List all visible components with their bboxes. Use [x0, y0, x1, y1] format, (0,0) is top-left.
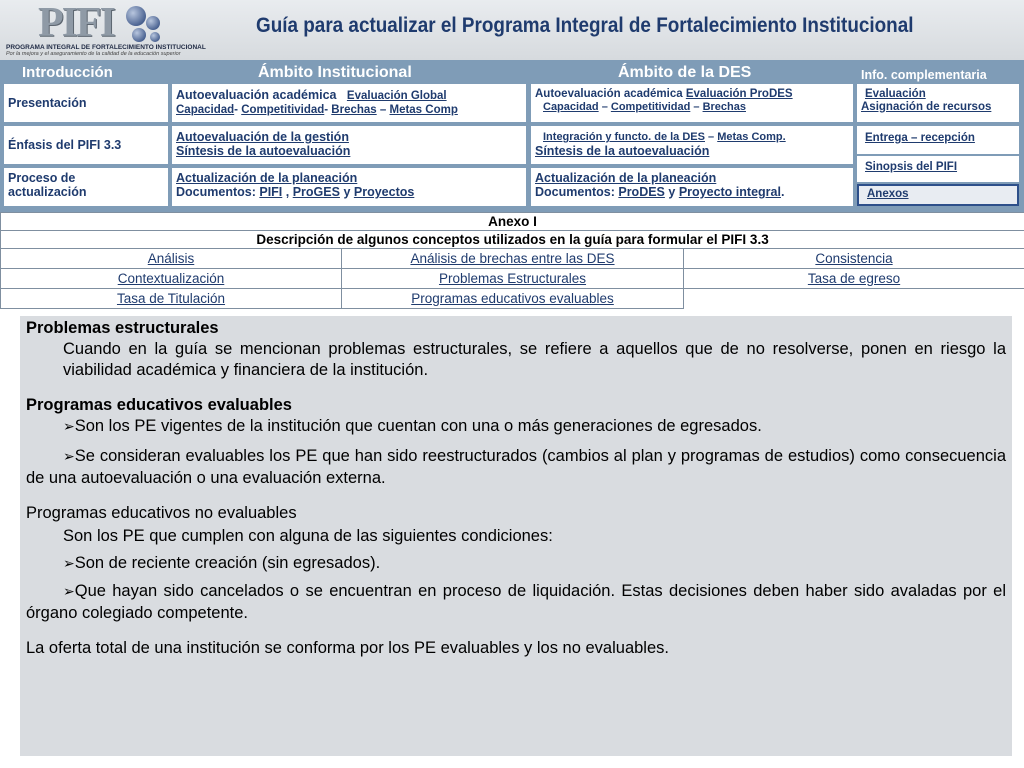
nav-label-documentos-des: Documentos: — [535, 185, 615, 199]
list-item — [26, 553, 1006, 575]
annex-subtitle-row — [1, 231, 1024, 249]
logo-dot — [132, 28, 146, 42]
table-row — [1, 269, 1024, 289]
nav-link-actualizacion-planeacion-des[interactable]: Actualización de la planeación — [535, 171, 717, 185]
nav-item-label: Presentación — [8, 96, 87, 110]
arrow-bullet-icon: ➢ — [63, 556, 75, 572]
nav-link-brechas[interactable]: Brechas — [331, 104, 377, 116]
nav-link-competitividad[interactable]: Competitividad — [241, 104, 325, 116]
nav-link-sintesis-des[interactable]: Síntesis de la autoevaluación — [535, 144, 710, 158]
nav-link-evaluacion-global[interactable]: Evaluación Global — [346, 90, 447, 102]
heading-programas-no-evaluables: Programas educativos no evaluables — [26, 504, 297, 522]
nav-header-introduccion[interactable]: Introducción — [22, 64, 113, 81]
list-item — [26, 581, 1006, 624]
nav-cell-inst-planeacion: Actualización de la planeación Documentos: PIFI , ProGES y Proyectos — [172, 168, 526, 206]
nav-item-anexos-active[interactable] — [857, 184, 1019, 206]
bullet-text: Son de reciente creación (sin egresados). — [74, 554, 381, 572]
nav-link-autoevaluacion-gestion[interactable]: Autoevaluación de la gestión — [176, 130, 349, 144]
nav-cell-des-autoevaluacion: Autoevaluación académica Evaluación ProDES Capacidad – Competitividad – Brechas — [531, 84, 853, 122]
nav-link-actualizacion-planeacion-inst[interactable]: Actualización de la planeación — [176, 171, 358, 185]
nav-link-competitividad-des[interactable]: Competitividad — [610, 101, 691, 113]
annex-link-contextualizacion[interactable]: Contextualización — [1, 269, 342, 289]
nav-link-capacidad[interactable]: Capacidad — [176, 104, 235, 116]
nav-item-label: actualización — [8, 185, 87, 199]
nav-link-prodes[interactable]: ProDES — [618, 185, 665, 199]
annex-link-analisis[interactable]: Análisis — [1, 249, 342, 269]
nav-link-anexos: Anexos — [867, 188, 909, 200]
annex-link-consistencia[interactable]: Consistencia — [684, 249, 1024, 269]
nav-cell-inst-autoevaluacion: Autoevaluación académica Evaluación Global Capacidad- Competitividad- Brechas – Metas Comp — [172, 84, 526, 122]
nav-link-evaluacion[interactable]: Evaluación — [865, 88, 926, 100]
annex-link-problemas-estructurales[interactable]: Problemas Estructurales — [342, 269, 684, 289]
logo-text: PIFI — [38, 0, 114, 46]
nav-link-capacidad-des[interactable]: Capacidad — [543, 101, 599, 113]
nav-link-proyectos[interactable]: Proyectos — [353, 185, 415, 199]
nav-link-metas-comp[interactable]: Metas Comp — [389, 104, 458, 116]
nav-link-autoevaluacion-academica[interactable]: Autoevaluación académica — [176, 88, 337, 102]
annex-title-row — [1, 213, 1024, 231]
logo-subtitle: PROGRAMA INTEGRAL DE FORTALECIMIENTO INSTITUCIONAL — [6, 44, 206, 51]
bullet-text: Que hayan sido cancelados o se encuentran en proceso de liquidación. Estas decisiones deben haber sido avaladas por el órgano colegiado competente. — [26, 582, 1006, 622]
nav-link-asignacion-recursos[interactable]: Asignación de recursos — [861, 101, 992, 113]
nav-item-proceso-actualizacion[interactable] — [4, 168, 168, 206]
nav-link-sintesis-inst[interactable]: Síntesis de la autoevaluación — [176, 144, 351, 158]
nav-header-ambito-institucional[interactable]: Ámbito Institucional — [258, 64, 412, 81]
arrow-bullet-icon: ➢ — [63, 584, 75, 600]
paragraph-condiciones: Son los PE que cumplen con alguna de las siguientes condiciones: — [63, 527, 553, 545]
nav-item-label: Proceso de — [8, 171, 76, 185]
annex-empty-cell — [684, 289, 1024, 309]
bullet-text: Son los PE vigentes de la institución que cuentan con una o más generaciones de egresados. — [74, 417, 762, 435]
heading-programas-evaluables: Programas educativos evaluables — [26, 396, 292, 414]
nav-link-brechas-des[interactable]: Brechas — [702, 101, 746, 113]
header-bar — [0, 0, 1024, 60]
logo-tagline: Por la mejora y el aseguramiento de la calidad de la educación superior — [6, 51, 181, 57]
arrow-bullet-icon: ➢ — [63, 419, 75, 435]
nav-header-ambito-des[interactable]: Ámbito de la DES — [618, 64, 752, 81]
table-row — [1, 249, 1024, 269]
nav-link-evaluacion-prodes[interactable]: Evaluación ProDES — [685, 88, 793, 100]
annex-link-tasa-titulacion[interactable]: Tasa de Titulación — [1, 289, 342, 309]
nav-link-sinopsis-pifi: Sinopsis del PIFI — [865, 161, 958, 173]
nav-cell-info-evaluacion — [857, 84, 1019, 122]
nav-link-entrega-recepcion: Entrega – recepción — [865, 132, 975, 144]
pifi-logo — [4, 0, 206, 58]
nav-item-enfasis[interactable] — [4, 126, 168, 164]
nav-cell-des-integracion: Integración y functo. de la DES – Metas Comp. Síntesis de la autoevaluación — [531, 126, 853, 164]
arrow-bullet-icon: ➢ — [63, 449, 75, 465]
paragraph-problemas-estructurales: Cuando en la guía se mencionan problemas estructurales, se refiere a aquellos que de no resolverse, ponen en riesgo la viabilidad académica y financiera de la institución. — [63, 340, 1006, 379]
annex-link-tasa-egreso[interactable]: Tasa de egreso — [684, 269, 1024, 289]
definitions-panel — [20, 316, 1012, 756]
nav-item-sinopsis[interactable] — [857, 156, 1019, 182]
logo-dot — [146, 16, 160, 30]
nav-link-metas-comp-des[interactable]: Metas Comp. — [717, 131, 786, 143]
annex-link-analisis-brechas[interactable]: Análisis de brechas entre las DES — [342, 249, 684, 269]
nav-link-integracion-des[interactable]: Integración y functo. de la DES — [543, 131, 705, 143]
nav-item-entrega-recepcion[interactable] — [857, 126, 1019, 154]
logo-dot — [126, 6, 146, 26]
heading-problemas-estructurales: Problemas estructurales — [26, 319, 219, 337]
table-row — [1, 289, 1024, 309]
nav-label-documentos: Documentos: — [176, 185, 256, 199]
annex-title: Anexo I — [1, 213, 1024, 231]
nav-link-autoevaluacion-academica-des[interactable]: Autoevaluación académica — [535, 88, 683, 100]
nav-label-y-des: y — [668, 185, 676, 199]
nav-item-label: Énfasis del PIFI 3.3 — [8, 138, 122, 152]
annex-link-programas-evaluables[interactable]: Programas educativos evaluables — [342, 289, 684, 309]
paragraph-oferta-total: La oferta total de una institución se conforma por los PE evaluables y los no evaluables. — [26, 639, 669, 657]
list-item — [26, 446, 1006, 489]
nav-label-y: y — [343, 185, 351, 199]
page-title: Guía para actualizar el Programa Integral de Fortalecimiento Institucional — [256, 14, 914, 37]
logo-dot — [150, 32, 160, 42]
navigation-grid — [0, 60, 1024, 212]
nav-link-pifi[interactable]: PIFI — [259, 185, 283, 199]
list-item — [26, 416, 1006, 438]
nav-cell-inst-gestion — [172, 126, 526, 164]
annex-table — [0, 212, 1024, 309]
nav-link-proyecto-integral[interactable]: Proyecto integral — [678, 185, 781, 199]
nav-cell-des-planeacion: Actualización de la planeación Documentos: ProDES y Proyecto integral. — [531, 168, 853, 206]
bullet-text: Se consideran evaluables los PE que han sido reestructurados (cambios al plan y programas de estudios) como consecuencia de una autoevaluación o una evaluación externa. — [26, 447, 1006, 487]
nav-header-info-complementaria[interactable]: Info. complementaria — [861, 68, 987, 82]
annex-subtitle: Descripción de algunos conceptos utilizados en la guía para formular el PIFI 3.3 — [1, 231, 1024, 249]
nav-item-presentacion[interactable] — [4, 84, 168, 122]
nav-link-proges[interactable]: ProGES — [292, 185, 340, 199]
